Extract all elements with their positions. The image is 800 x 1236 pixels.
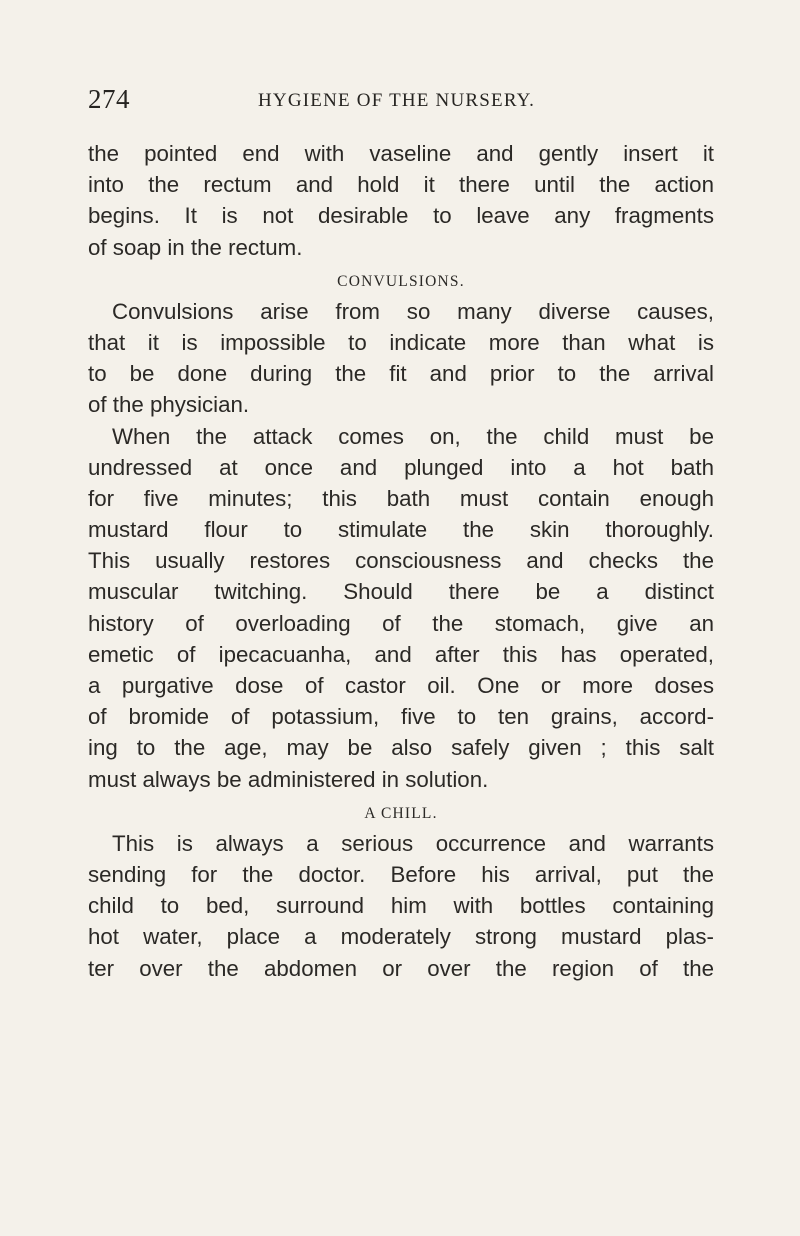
body-text (88, 138, 714, 984)
text-line: history of overloading of the stomach, give an (88, 610, 714, 636)
section-heading-chill: A CHILL. (364, 804, 438, 822)
text-line: undressed at once and plunged into a hot bath (88, 454, 714, 480)
text-line: child to bed, surround him with bottles containing (88, 893, 714, 919)
text-line: that it is impossible to indicate more than what is (88, 329, 714, 355)
text-line: When the attack comes on, the child must be (112, 423, 714, 449)
text-line: must always be administered in solution. (88, 766, 489, 792)
text-line: the pointed end with vaseline and gently insert it (88, 141, 714, 166)
text-line: of soap in the rectum. (88, 234, 303, 260)
text-line: of bromide of potassium, five to ten grains, accord- (88, 704, 714, 730)
text-line: hot water, place a moderately strong mustard plas- (88, 924, 714, 950)
text-line: ter over the abdomen or over the region of the (88, 955, 714, 981)
text-line: of the physician. (88, 392, 250, 418)
section-heading-convulsions: CONVULSIONS. (337, 272, 465, 290)
text-line: for five minutes; this bath must contain enough (88, 485, 714, 511)
text-line: Convulsions arise from so many diverse causes, (112, 298, 714, 324)
page-number: 274 (88, 84, 130, 114)
text-line: sending for the doctor. Before his arrival, put the (88, 861, 714, 887)
text-line: muscular twitching. Should there be a distinct (88, 579, 714, 605)
text-line: a purgative dose of castor oil. One or more doses (88, 673, 714, 698)
page-header (88, 84, 728, 124)
text-line: into the rectum and hold it there until the action (88, 172, 714, 198)
text-line: This usually restores consciousness and checks the (88, 548, 714, 574)
running-head: HYGIENE OF THE NURSERY. (258, 90, 536, 111)
text-line: begins. It is not desirable to leave any fragments (88, 203, 714, 229)
text-line: to be done during the fit and prior to the arrival (88, 361, 714, 387)
text-line: This is always a serious occurrence and warrants (112, 830, 714, 856)
text-line: mustard flour to stimulate the skin thoroughly. (88, 517, 714, 543)
text-line: ing to the age, may be also safely given ; this salt (88, 735, 714, 761)
text-line: emetic of ipecacuanha, and after this has operated, (88, 641, 714, 667)
